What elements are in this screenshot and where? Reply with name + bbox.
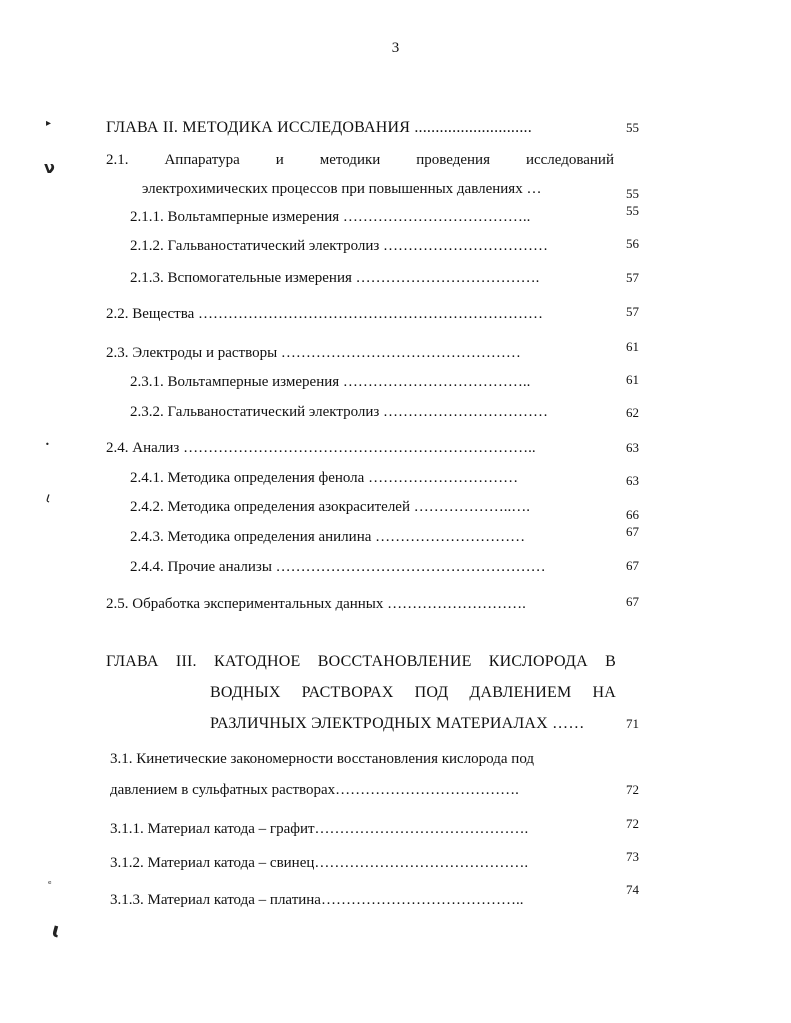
toc-chapter-3-word: В: [605, 653, 616, 670]
toc-chapter-3-word: КАТОДНОЕ: [213, 653, 301, 670]
toc-2-1-word: Аппаратура: [164, 152, 240, 168]
toc-2-1-word: методики: [319, 152, 381, 168]
margin-mark: •: [45, 440, 50, 449]
toc-3-1-3-title: 3.1.3. Материал катода – платина…………………………………..: [110, 892, 524, 908]
toc-3-1-1-page: 72: [626, 816, 639, 831]
toc-2-3-2-page: 62: [626, 405, 639, 420]
toc-2-4-4-page: 67: [626, 558, 639, 573]
toc-chapter-3-word: ГЛАВА: [106, 653, 159, 670]
toc-2-1-word: и: [275, 152, 284, 168]
toc-chapter-3-word: ДАВЛЕНИЕМ: [469, 684, 572, 701]
page-number: 3: [391, 40, 400, 56]
margin-mark: ᵉ: [48, 880, 52, 890]
toc-3-1-2-title: 3.1.2. Материал катода – свинец…………………………………….: [110, 855, 529, 871]
toc-chapter-3-line2: [210, 683, 616, 703]
toc-2-4-4-title: 2.4.4. Прочие анализы ………………………………………………: [130, 559, 546, 575]
toc-chapter-3-word: ВОДНЫХ: [210, 684, 281, 701]
toc-2-1-3-title: 2.1.3. Вспомогательные измерения ……………………………….: [130, 270, 540, 286]
toc-2-1-2-title: 2.1.2. Гальваностатический электролиз ……………………………: [130, 238, 549, 254]
toc-3-1-2-page: 73: [626, 849, 639, 864]
toc-2-4-1-title: 2.4.1. Методика определения фенола …………………………: [130, 470, 519, 486]
toc-2-2-page: 57: [626, 304, 639, 319]
toc-2-1-1-page: 55: [626, 203, 639, 218]
toc-chapter-3-word: III.: [175, 653, 197, 670]
toc-2-1-page: 55: [626, 186, 639, 201]
toc-chapter-3-page: 71: [626, 716, 639, 731]
toc-2-1-2-page: 56: [626, 236, 639, 251]
toc-2-5-page: 67: [626, 594, 639, 609]
toc-2-4-2-page: 66: [626, 507, 639, 522]
toc-chapter-3-word: ПОД: [414, 684, 449, 701]
toc-chapter-2-title: ГЛАВА II. МЕТОДИКА ИССЛЕДОВАНИЯ ............................: [106, 119, 532, 136]
toc-2-3-2-title: 2.3.2. Гальваностатический электролиз ……………………………: [130, 404, 549, 420]
toc-3-1-3-page: 74: [626, 882, 639, 897]
toc-chapter-3-line1: [106, 652, 616, 672]
margin-mark: ▸: [46, 118, 52, 129]
toc-2-1-line1: [106, 150, 614, 170]
toc-3-1-line1: 3.1. Кинетические закономерности восстановления кислорода под: [110, 751, 535, 767]
toc-2-1-1-title: 2.1.1. Вольтамперные измерения ………………………………..: [130, 209, 531, 225]
toc-3-1-1-title: 3.1.1. Материал катода – графит…………………………………….: [110, 821, 529, 837]
toc-2-4-1-page: 63: [626, 473, 639, 488]
toc-chapter-3-word: ВОССТАНОВЛЕНИЕ: [317, 653, 472, 670]
margin-mark: ɩ: [43, 489, 54, 507]
toc-2-1-word: проведения: [416, 152, 490, 168]
toc-chapter-3-line3: РАЗЛИЧНЫХ ЭЛЕКТРОДНЫХ МАТЕРИАЛАХ ……: [210, 715, 585, 732]
toc-chapter-2-page: 55: [626, 120, 639, 135]
toc-2-4-3-title: 2.4.3. Методика определения анилина …………………………: [130, 529, 526, 545]
toc-2-3-page: 61: [626, 339, 639, 354]
toc-2-3-1-title: 2.3.1. Вольтамперные измерения ………………………………..: [130, 374, 531, 390]
margin-mark: ν: [44, 158, 55, 177]
toc-chapter-3-word: КИСЛОРОДА: [488, 653, 588, 670]
toc-3-1-line2: давлением в сульфатных растворах……………………………….: [110, 782, 519, 798]
toc-2-3-title: 2.3. Электроды и растворы …………………………………………: [106, 345, 521, 361]
toc-chapter-3-word: НА: [592, 684, 616, 701]
toc-2-1-3-page: 57: [626, 270, 639, 285]
toc-3-1-page: 72: [626, 782, 639, 797]
toc-chapter-3-word: РАСТВОРАХ: [301, 684, 394, 701]
toc-2-5-title: 2.5. Обработка экспериментальных данных ……………………….: [106, 596, 526, 612]
toc-2-2-title: 2.2. Вещества ……………………………………………………………: [106, 306, 543, 322]
toc-2-4-3-page: 67: [626, 524, 639, 539]
toc-2-4-page: 63: [626, 440, 639, 455]
margin-mark: ɩ: [49, 917, 64, 943]
toc-2-3-1-page: 61: [626, 372, 639, 387]
toc-2-1-word: 2.1.: [106, 152, 129, 168]
toc-2-1-line2: электрохимических процессов при повышенных давлениях …: [142, 181, 542, 197]
toc-2-4-2-title: 2.4.2. Методика определения азокрасителей ………………..….: [130, 499, 530, 515]
toc-2-4-title: 2.4. Анализ ……………………………………………………………..: [106, 440, 536, 456]
toc-2-1-word: исследований: [525, 152, 614, 168]
